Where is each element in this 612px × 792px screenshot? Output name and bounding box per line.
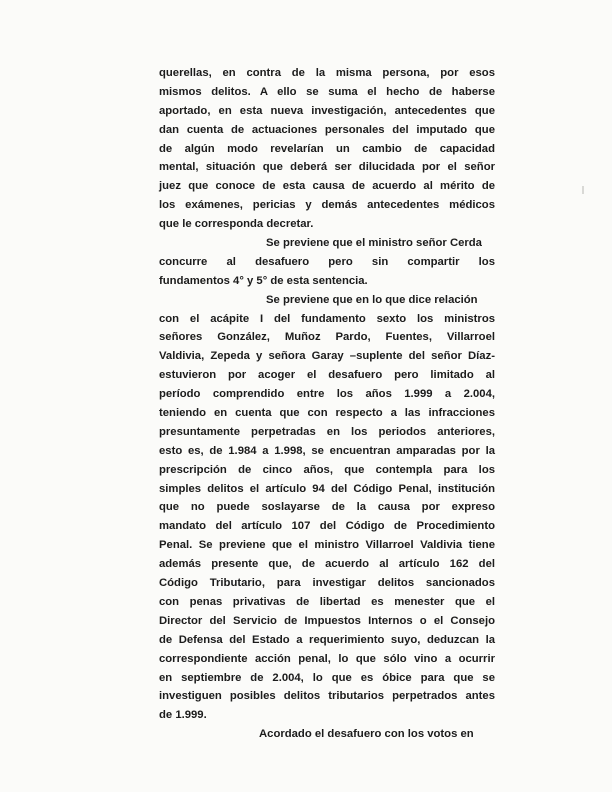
text-line: investiguen posibles delitos tributarios perpetrados antes — [159, 690, 495, 703]
text-line: prescripción de cinco años, que contempla para los — [159, 463, 495, 476]
text-line: aportado, en esta nueva investigación, antecedentes que — [159, 104, 495, 117]
text-line: correspondiente acción penal, lo que sólo vino a ocurrir — [159, 652, 495, 665]
text-line: con el acápite I del fundamento sexto los ministros — [159, 312, 495, 325]
document-body — [159, 64, 495, 744]
text-line: que le corresponda decretar. — [159, 218, 314, 231]
text-line: Penal. Se previene que el ministro Villarroel Valdivia tiene — [159, 539, 495, 552]
text-line: dan cuenta de actuaciones personales del imputado que — [159, 123, 495, 136]
paragraph-start-line: Se previene que el ministro señor Cerda — [266, 237, 482, 250]
text-line: Código Tributario, para investigar delitos sancionados — [159, 577, 495, 590]
text-line: de Defensa del Estado a requerimiento suyo, deduzcan la — [159, 633, 495, 646]
text-line: período comprendido entre los años 1.999 a 2.004, — [159, 388, 495, 401]
margin-mark — [582, 186, 584, 194]
text-line: concurre al desafuero pero sin compartir los — [159, 255, 495, 268]
text-line: de algún modo revelarían un cambio de capacidad — [159, 142, 495, 155]
paragraph-start-line: Acordado el desafuero con los votos en — [259, 728, 474, 741]
text-line: de 1.999. — [159, 709, 207, 722]
text-line: Director del Servicio de Impuestos Internos o el Consejo — [159, 614, 495, 627]
text-line: estuvieron por acoger el desafuero pero limitado al — [159, 369, 495, 382]
text-line: con penas privativas de libertad es menester que el — [159, 595, 495, 608]
text-line: esto es, de 1.984 a 1.998, se encuentran amparadas por la — [159, 444, 495, 457]
text-line: mismos delitos. A ello se suma el hecho de haberse — [159, 85, 495, 98]
text-line: además presente que, de acuerdo al artículo 162 del — [159, 558, 495, 571]
text-line: fundamentos 4° y 5° de esta sentencia. — [159, 274, 368, 287]
text-line: mental, situación que deberá ser dilucidada por el señor — [159, 161, 495, 174]
text-line: Valdivia, Zepeda y señora Garay –suplente del señor Díaz- — [159, 350, 495, 363]
text-line: simples delitos el artículo 94 del Código Penal, institución — [159, 482, 495, 495]
text-line: mandato del artículo 107 del Código de Procedimiento — [159, 520, 495, 533]
text-line: presuntamente perpetradas en los periodos anteriores, — [159, 425, 495, 438]
text-line: los exámenes, pericias y demás antecedentes médicos — [159, 199, 495, 212]
text-line: que no puede soslayarse de la causa por expreso — [159, 501, 495, 514]
text-line: señores González, Muñoz Pardo, Fuentes, Villarroel — [159, 331, 495, 344]
text-line: en septiembre de 2.004, lo que es óbice para que se — [159, 671, 495, 684]
paragraph-start-line: Se previene que en lo que dice relación — [266, 293, 478, 306]
text-line: querellas, en contra de la misma persona, por esos — [159, 67, 495, 79]
text-line: teniendo en cuenta que con respecto a las infracciones — [159, 407, 495, 420]
text-line: juez que conoce de esta causa de acuerdo al mérito de — [159, 180, 495, 193]
